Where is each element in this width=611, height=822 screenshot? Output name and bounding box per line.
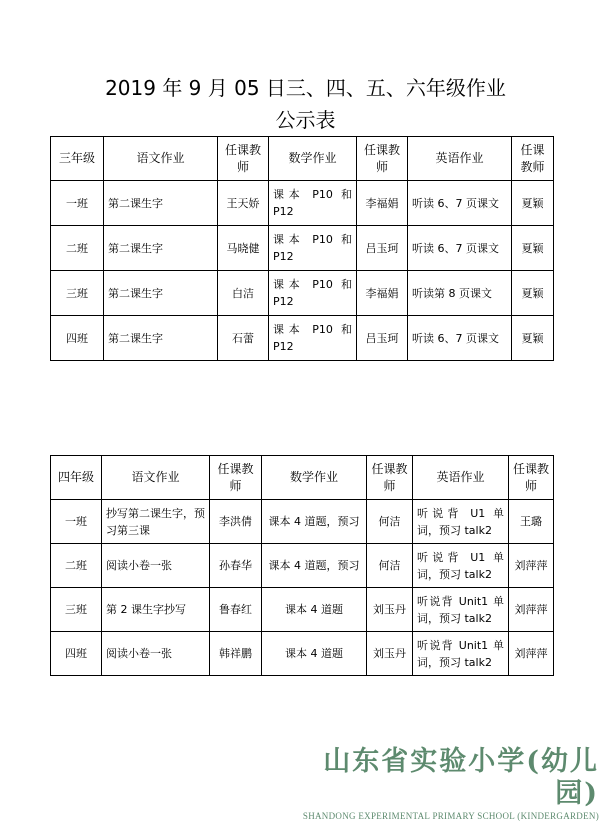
school-logo-english: SHANDONG EXPERIMENTAL PRIMARY SCHOOL (KINDERGARDEN) [302, 811, 599, 821]
math-homework-cell: 课本 4 道题 [262, 588, 367, 632]
header-english: 英语作业 [408, 137, 512, 181]
english-teacher-cell: 夏颖 [512, 181, 554, 226]
math-teacher-cell: 何洁 [367, 544, 413, 588]
chinese-homework-cell: 阅读小卷一张 [102, 544, 210, 588]
header-chinese: 语文作业 [104, 137, 218, 181]
header-math: 数学作业 [262, 456, 367, 500]
english-teacher-cell: 夏颖 [512, 226, 554, 271]
english-homework-cell: 听说背 Unit1 单词，预习 talk2 [413, 632, 509, 676]
class-cell: 三班 [51, 588, 102, 632]
header-grade: 三年级 [51, 137, 104, 181]
math-homework-cell: 课本 4 道题，预习 [262, 500, 367, 544]
english-teacher-cell: 夏颖 [512, 316, 554, 361]
school-logo [299, 746, 599, 822]
table-row [51, 316, 554, 361]
header-math-teacher: 任课教师 [357, 137, 408, 181]
english-homework-cell: 听说背 U1 单词，预习 talk2 [413, 544, 509, 588]
chinese-homework-cell: 第 2 课生字抄写 [102, 588, 210, 632]
math-teacher-cell: 李福娟 [357, 181, 408, 226]
table-header-row [51, 137, 554, 181]
english-homework-cell: 听读第 8 页课文 [408, 271, 512, 316]
chinese-teacher-cell: 白洁 [218, 271, 269, 316]
header-english: 英语作业 [413, 456, 509, 500]
header-grade: 四年级 [51, 456, 102, 500]
class-cell: 四班 [51, 632, 102, 676]
page-title-line-2: 公示表 [275, 108, 336, 132]
class-cell: 一班 [51, 500, 102, 544]
chinese-homework-cell: 阅读小卷一张 [102, 632, 210, 676]
header-english-teacher: 任课教师 [512, 137, 554, 181]
table-row [51, 588, 554, 632]
table-row [51, 500, 554, 544]
chinese-teacher-cell: 韩祥鹏 [210, 632, 262, 676]
chinese-homework-cell: 第二课生字 [104, 316, 218, 361]
header-math-teacher: 任课教师 [367, 456, 413, 500]
header-chinese-teacher: 任课教师 [218, 137, 269, 181]
english-teacher-cell: 夏颖 [512, 271, 554, 316]
english-teacher-cell: 刘萍萍 [509, 632, 554, 676]
header-chinese-teacher: 任课教师 [210, 456, 262, 500]
math-teacher-cell: 李福娟 [357, 271, 408, 316]
math-teacher-cell: 何洁 [367, 500, 413, 544]
table-header-row [51, 456, 554, 500]
math-teacher-cell: 吕玉珂 [357, 316, 408, 361]
math-teacher-cell: 刘玉丹 [367, 632, 413, 676]
english-teacher-cell: 刘萍萍 [509, 544, 554, 588]
chinese-teacher-cell: 石蕾 [218, 316, 269, 361]
table-row [51, 544, 554, 588]
chinese-homework-cell: 抄写第二课生字，预习第三课 [102, 500, 210, 544]
class-cell: 四班 [51, 316, 104, 361]
chinese-teacher-cell: 鲁春红 [210, 588, 262, 632]
english-homework-cell: 听说背 U1 单词，预习 talk2 [413, 500, 509, 544]
chinese-homework-cell: 第二课生字 [104, 226, 218, 271]
english-homework-cell: 听读 6、7 页课文 [408, 226, 512, 271]
math-homework-cell: 课本 P10 和 P12 [269, 271, 357, 316]
chinese-teacher-cell: 李洪倩 [210, 500, 262, 544]
grade-4-homework-table [50, 455, 554, 676]
header-english-teacher: 任课教师 [509, 456, 554, 500]
chinese-teacher-cell: 孙春华 [210, 544, 262, 588]
table-row [51, 632, 554, 676]
class-cell: 二班 [51, 226, 104, 271]
math-homework-cell: 课本 4 道题 [262, 632, 367, 676]
header-math: 数学作业 [269, 137, 357, 181]
chinese-teacher-cell: 王天娇 [218, 181, 269, 226]
header-chinese: 语文作业 [102, 456, 210, 500]
grade-3-homework-table [50, 136, 554, 361]
page-title-line-1: 2019 年 9 月 05 日三、四、五、六年级作业 [105, 76, 506, 100]
english-homework-cell: 听说背 Unit1 单词，预习 talk2 [413, 588, 509, 632]
math-homework-cell: 课本 P10 和 P12 [269, 181, 357, 226]
math-teacher-cell: 吕玉珂 [357, 226, 408, 271]
english-teacher-cell: 王璐 [509, 500, 554, 544]
table-row [51, 271, 554, 316]
class-cell: 三班 [51, 271, 104, 316]
table-row [51, 226, 554, 271]
math-homework-cell: 课本 P10 和 P12 [269, 316, 357, 361]
chinese-teacher-cell: 马晓健 [218, 226, 269, 271]
math-homework-cell: 课本 P10 和 P12 [269, 226, 357, 271]
class-cell: 一班 [51, 181, 104, 226]
english-homework-cell: 听读 6、7 页课文 [408, 181, 512, 226]
english-teacher-cell: 刘萍萍 [509, 588, 554, 632]
chinese-homework-cell: 第二课生字 [104, 271, 218, 316]
english-homework-cell: 听读 6、7 页课文 [408, 316, 512, 361]
chinese-homework-cell: 第二课生字 [104, 181, 218, 226]
school-logo-chinese: 山东省实验小学(幼儿园) [323, 746, 599, 809]
class-cell: 二班 [51, 544, 102, 588]
math-teacher-cell: 刘玉丹 [367, 588, 413, 632]
table-row [51, 181, 554, 226]
math-homework-cell: 课本 4 道题，预习 [262, 544, 367, 588]
